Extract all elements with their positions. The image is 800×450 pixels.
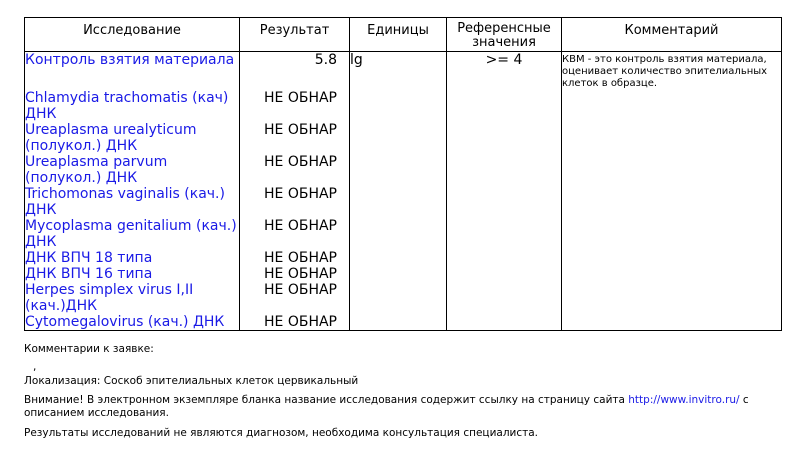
header-comment: Комментарий	[562, 18, 782, 52]
table-row	[25, 52, 782, 91]
result-value: НЕ ОБНАР	[240, 90, 350, 122]
reference-value	[447, 266, 562, 282]
table-row	[25, 282, 782, 314]
test-name-link[interactable]: Mycoplasma genitalium (кач.) ДНК	[25, 218, 240, 250]
test-name-link[interactable]: ДНК ВПЧ 16 типа	[25, 266, 240, 282]
result-value: НЕ ОБНАР	[240, 186, 350, 218]
test-name-link[interactable]: Chlamydia trachomatis (кач) ДНК	[25, 90, 240, 122]
header-units: Единицы	[350, 18, 447, 52]
test-name-link[interactable]: Ureaplasma parvum (полукол.) ДНК	[25, 154, 240, 186]
reference-value	[447, 250, 562, 266]
result-value: НЕ ОБНАР	[240, 122, 350, 154]
table-row	[25, 314, 782, 331]
units-value	[350, 122, 447, 154]
result-value: НЕ ОБНАР	[240, 250, 350, 266]
test-name-link[interactable]: ДНК ВПЧ 18 типа	[25, 250, 240, 266]
table-header-row	[25, 18, 782, 52]
comment-value	[562, 154, 782, 186]
comment-value	[562, 282, 782, 314]
warning-notice	[24, 394, 764, 420]
reference-value	[447, 218, 562, 250]
comments-label: Комментарии к заявке:	[24, 343, 154, 355]
table-row	[25, 90, 782, 122]
result-value: НЕ ОБНАР	[240, 266, 350, 282]
comment-value	[562, 122, 782, 154]
units-value	[350, 90, 447, 122]
invitro-link[interactable]: http://www.invitro.ru/	[628, 394, 740, 406]
table-row	[25, 186, 782, 218]
test-name-link[interactable]: Herpes simplex virus I,II (кач.)ДНК	[25, 282, 240, 314]
units-value	[350, 266, 447, 282]
header-reference: Референсные значения	[447, 18, 562, 52]
header-result: Результат	[240, 18, 350, 52]
reference-value	[447, 186, 562, 218]
table-row	[25, 122, 782, 154]
table-row	[25, 266, 782, 282]
disclaimer-text: Результаты исследований не являются диагнозом, необходима консультация специалиста.	[24, 427, 539, 439]
units-value	[350, 154, 447, 186]
header-test: Исследование	[25, 18, 240, 52]
localization-text: Локализация: Соскоб эпителиальных клеток цервикальный	[24, 375, 359, 387]
reference-value	[447, 154, 562, 186]
warning-text: Внимание! В электронном экземпляре бланка название исследования содержит ссылку на страницу сайта	[24, 394, 629, 406]
units-value	[350, 250, 447, 266]
comment-value	[562, 266, 782, 282]
reference-value	[447, 90, 562, 122]
test-name-link[interactable]: Trichomonas vaginalis (кач.) ДНК	[25, 186, 240, 218]
units-value	[350, 314, 447, 331]
table-row	[25, 250, 782, 266]
result-value: НЕ ОБНАР	[240, 218, 350, 250]
table-row	[25, 218, 782, 250]
units-value	[350, 282, 447, 314]
reference-value	[447, 122, 562, 154]
result-value: НЕ ОБНАР	[240, 154, 350, 186]
reference-value	[447, 314, 562, 331]
test-name-link[interactable]: Контроль взятия материала	[25, 52, 240, 91]
reference-value: >= 4	[447, 52, 562, 91]
result-value: 5.8	[240, 52, 350, 91]
units-value	[350, 186, 447, 218]
comment-value: КВМ - это контроль взятия материала, оценивает количество эпителиальных клеток в образце.	[562, 52, 782, 91]
test-name-link[interactable]: Ureaplasma urealyticum (полукол.) ДНК	[25, 122, 240, 154]
units-value	[350, 218, 447, 250]
result-value: НЕ ОБНАР	[240, 282, 350, 314]
result-value: НЕ ОБНАР	[240, 314, 350, 331]
table-row	[25, 154, 782, 186]
comment-value	[562, 250, 782, 266]
test-name-link[interactable]: Cytomegalovirus (кач.) ДНК	[25, 314, 240, 331]
results-table	[24, 17, 782, 331]
warning-text-end: с описанием исследования.	[24, 394, 749, 419]
comment-value	[562, 186, 782, 218]
comment-value	[562, 218, 782, 250]
comment-value	[562, 314, 782, 331]
comments-value: ,	[33, 361, 37, 373]
reference-value	[447, 282, 562, 314]
units-value: lg	[350, 52, 447, 91]
comment-value	[562, 90, 782, 122]
